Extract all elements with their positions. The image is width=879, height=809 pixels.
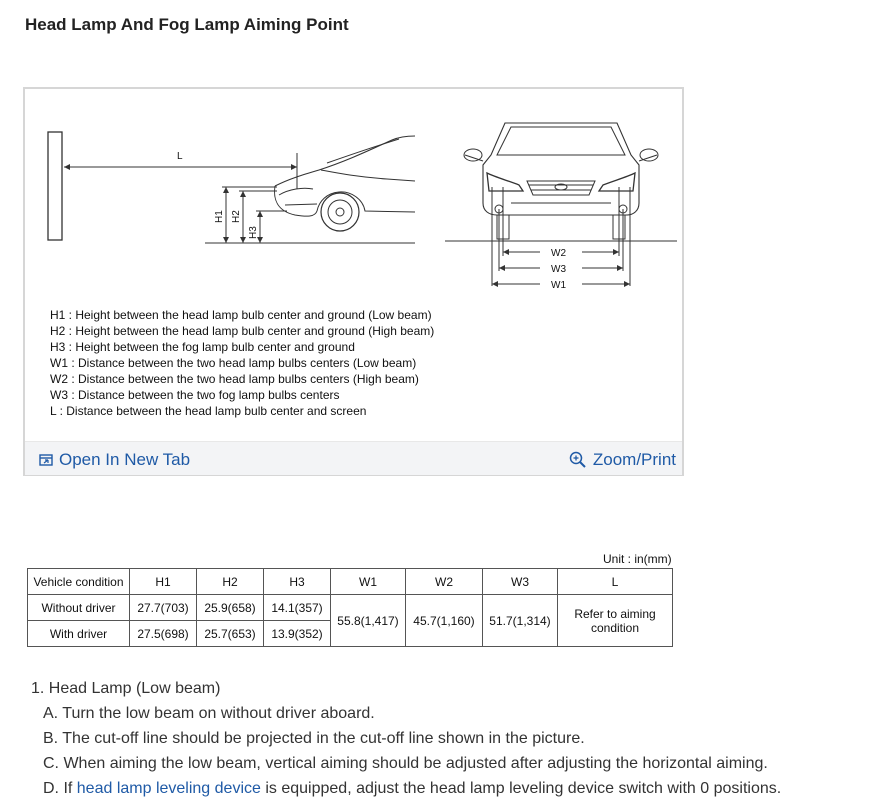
legend-w2: W2 : Distance between the two head lamp bulbs centers (High beam) [50, 372, 419, 386]
screen [48, 132, 62, 240]
header-cell: W1 [331, 569, 406, 595]
instruction-d [31, 776, 781, 801]
h3-cell: 14.1(357) [264, 595, 331, 621]
zoom-print-label: Zoom/Print [592, 450, 676, 469]
instruction-a: A. Turn the low beam on without driver aboard. [43, 705, 375, 722]
instruction-c: C. When aiming the low beam, vertical aiming should be adjusted after adjusting the horizontal aiming. [43, 755, 768, 772]
header-cell: H3 [264, 569, 331, 595]
l-cell-line2: condition [590, 620, 640, 635]
legend-l: L : Distance between the head lamp bulb center and screen [50, 404, 367, 418]
header-cell: W2 [406, 569, 483, 595]
w2-label: W2 [551, 248, 566, 259]
front-grille [527, 181, 595, 195]
legend-w1: W1 : Distance between the two head lamp bulbs centers (Low beam) [50, 356, 417, 370]
condition-cell: With driver [28, 621, 130, 647]
h2-label: H2 [231, 210, 242, 223]
instruction-b: B. The cut-off line should be projected in the cut-off line shown in the picture. [43, 730, 585, 747]
car-side-body [275, 136, 415, 186]
w3-cell: 51.7(1,314) [483, 595, 558, 647]
instructions-list [31, 676, 781, 801]
h2-cell: 25.7(653) [197, 621, 264, 647]
instruction-d-prefix: D. If [43, 780, 77, 797]
head-lamp-leveling-device-link[interactable]: head lamp leveling device [76, 780, 261, 797]
legend-h3: H3 : Height between the fog lamp bulb center and ground [50, 340, 355, 354]
w1-cell: 55.8(1,417) [331, 595, 406, 647]
legend-h2: H2 : Height between the head lamp bulb center and ground (High beam) [50, 324, 435, 338]
condition-cell: Without driver [28, 595, 130, 621]
w2-cell: 45.7(1,160) [406, 595, 483, 647]
table-header-row [28, 569, 673, 595]
figure-toolbar [25, 441, 682, 475]
header-cell: H2 [197, 569, 264, 595]
legend-w3: W3 : Distance between the two fog lamp bulbs centers [50, 388, 340, 402]
unit-label: Unit : in(mm) [603, 552, 672, 566]
h2-cell: 25.9(658) [197, 595, 264, 621]
l-cell-line1: Refer to aiming [574, 606, 656, 621]
header-cell: H1 [130, 569, 197, 595]
legend-h1: H1 : Height between the head lamp bulb center and ground (Low beam) [50, 308, 432, 322]
h3-cell: 13.9(352) [264, 621, 331, 647]
instruction-d-suffix: is equipped, adjust the head lamp leveling device switch with 0 positions. [260, 780, 782, 797]
instruction-heading: 1. Head Lamp (Low beam) [31, 680, 221, 697]
side-wheel [321, 193, 359, 231]
open-in-new-tab-label: Open In New Tab [59, 450, 191, 469]
aiming-spec-table [27, 568, 673, 647]
w1-label: W1 [551, 280, 566, 291]
h1-cell: 27.5(698) [130, 621, 197, 647]
h1-label: H1 [214, 210, 225, 223]
l-label: L [177, 151, 183, 162]
aiming-figure [23, 87, 684, 476]
header-cell: L [558, 569, 673, 595]
h1-cell: 27.7(703) [130, 595, 197, 621]
open-in-new-tab-button[interactable] [39, 450, 190, 470]
zoom-print-button[interactable] [569, 450, 676, 470]
open-new-tab-icon [39, 453, 53, 467]
zoom-icon [569, 451, 587, 469]
page-title: Head Lamp And Fog Lamp Aiming Point [25, 15, 349, 34]
h3-label: H3 [248, 226, 259, 239]
table-row [28, 595, 673, 621]
header-cell: W3 [483, 569, 558, 595]
w3-label: W3 [551, 264, 566, 275]
figure-legend [50, 307, 434, 419]
l-cell [558, 595, 673, 647]
header-cell: Vehicle condition [28, 569, 130, 595]
